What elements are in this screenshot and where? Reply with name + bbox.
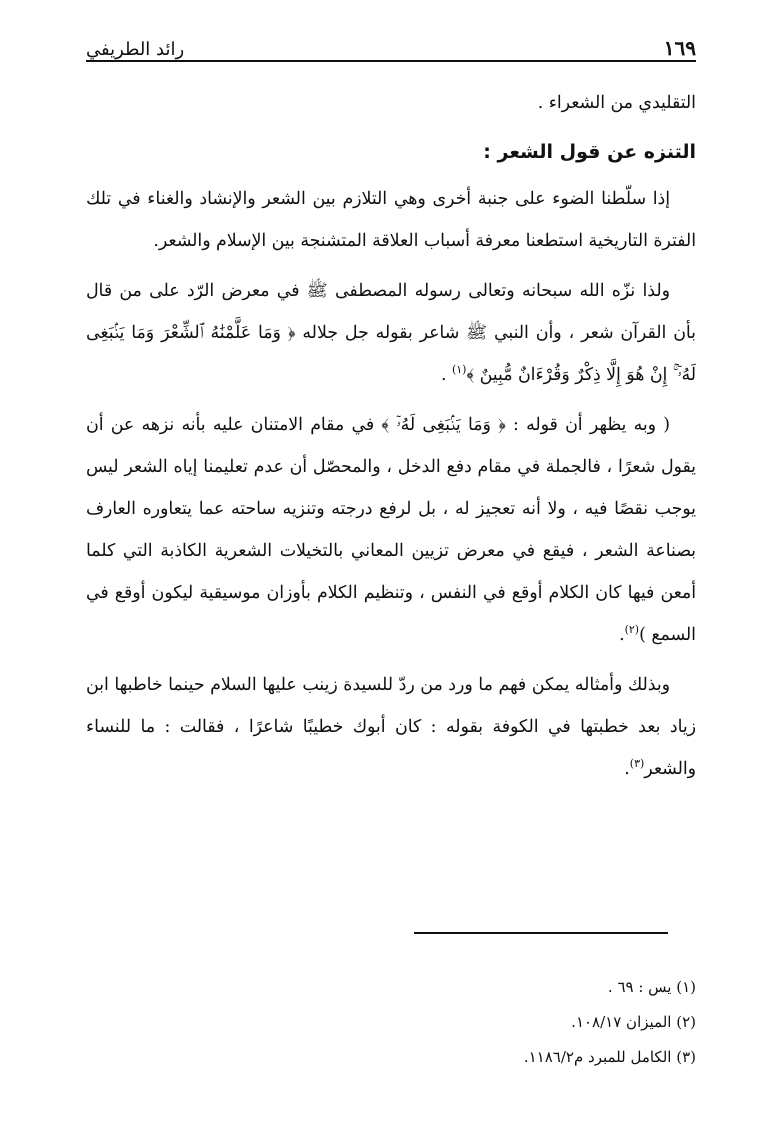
page-header <box>86 26 696 62</box>
paragraph-quote-mizan <box>86 404 696 656</box>
paragraph-zainab <box>86 664 696 790</box>
paragraph-quran-verse <box>86 270 696 396</box>
footnote-divider <box>414 932 668 934</box>
paragraph-end-mark: . <box>619 625 625 645</box>
footnote-ref-2: (٢) <box>624 623 640 637</box>
book-page <box>86 26 696 798</box>
footnote-2: (٢) الميزان ١٠٨/١٧. <box>571 1013 696 1031</box>
paragraph-light: إذا سلّطنا الضوء على جنبة أخرى وهي التلازم بين الشعر والإنشاد والغناء في تلك الفترة التاريخية استطعنا معرفة أسباب العلاقة المتشنجة بين الإسلام والشعر. <box>86 189 696 251</box>
section-heading: التنزه عن قول الشعر : <box>483 141 696 163</box>
footnotes <box>86 970 696 1075</box>
paragraph-intro: التقليدي من الشعراء . <box>537 93 696 113</box>
body-text <box>86 82 696 790</box>
paragraph-zainab-text: وبذلك وأمثاله يمكن فهم ما ورد من ردّ للسيدة زينب عليها السلام حينما خاطبها ابن زياد بعد خطبتها في الكوفة بقوله : كان أبوك خطيبًا شاعرًا ، فقالت : ما للنساء والشعر <box>86 675 696 779</box>
running-title: رائد الطريفي <box>86 39 185 60</box>
page-number: ١٦٩ <box>663 36 696 60</box>
paragraph-end-mark: . <box>440 365 452 385</box>
footnote-1: (١) يس : ٦٩ . <box>607 978 696 996</box>
paragraph-quran-text: ولذا نزّه الله سبحانه وتعالى رسوله المصطفى ﷺ في معرض الرّد على من قال بأن القرآن شعر ، وأن النبي ﷺ شاعر بقوله جل جلاله ﴿ وَمَا عَلَّمْنَٰهُ ٱلشِّعْرَ وَمَا يَنۢبَغِى لَهُۥٓ ۚ إِنْ هُوَ إِلَّا ذِكْرٌ وَقُرْءَانٌ مُّبِينٌ ﴾ <box>86 281 696 385</box>
paragraph-quote-text: ( وبه يظهر أن قوله : ﴿ وَمَا يَنۢبَغِى لَهُۥٓ ﴾ في مقام الامتنان عليه بأنه نزهه عن أن يقول شعرًا ، فالجملة في مقام دفع الدخل ، والمحصّل أن عدم تعليمنا إياه الشعر ليس يوجب نقصًا فيه ، ولا أنه تعجيز له ، بل لرفع درجته وتنزيه ساحته عما يتعاوره العارف بصناعة الشعر ، فيقع في معرض تزيين المعاني بالتخيلات الشعرية الكاذبة التي كلما أمعن فيها كان الكلام أوقع في النفس ، وتنظيم الكلام بأوزان موسيقية ليكون أوقع في السمع ) <box>86 415 696 645</box>
footnote-ref-1: (١) <box>451 363 467 377</box>
paragraph-end-mark: . <box>624 759 630 779</box>
footnote-ref-3: (٣) <box>629 757 645 771</box>
footnote-3: (٣) الكامل للمبرد م١١٨٦/٢. <box>523 1048 696 1066</box>
